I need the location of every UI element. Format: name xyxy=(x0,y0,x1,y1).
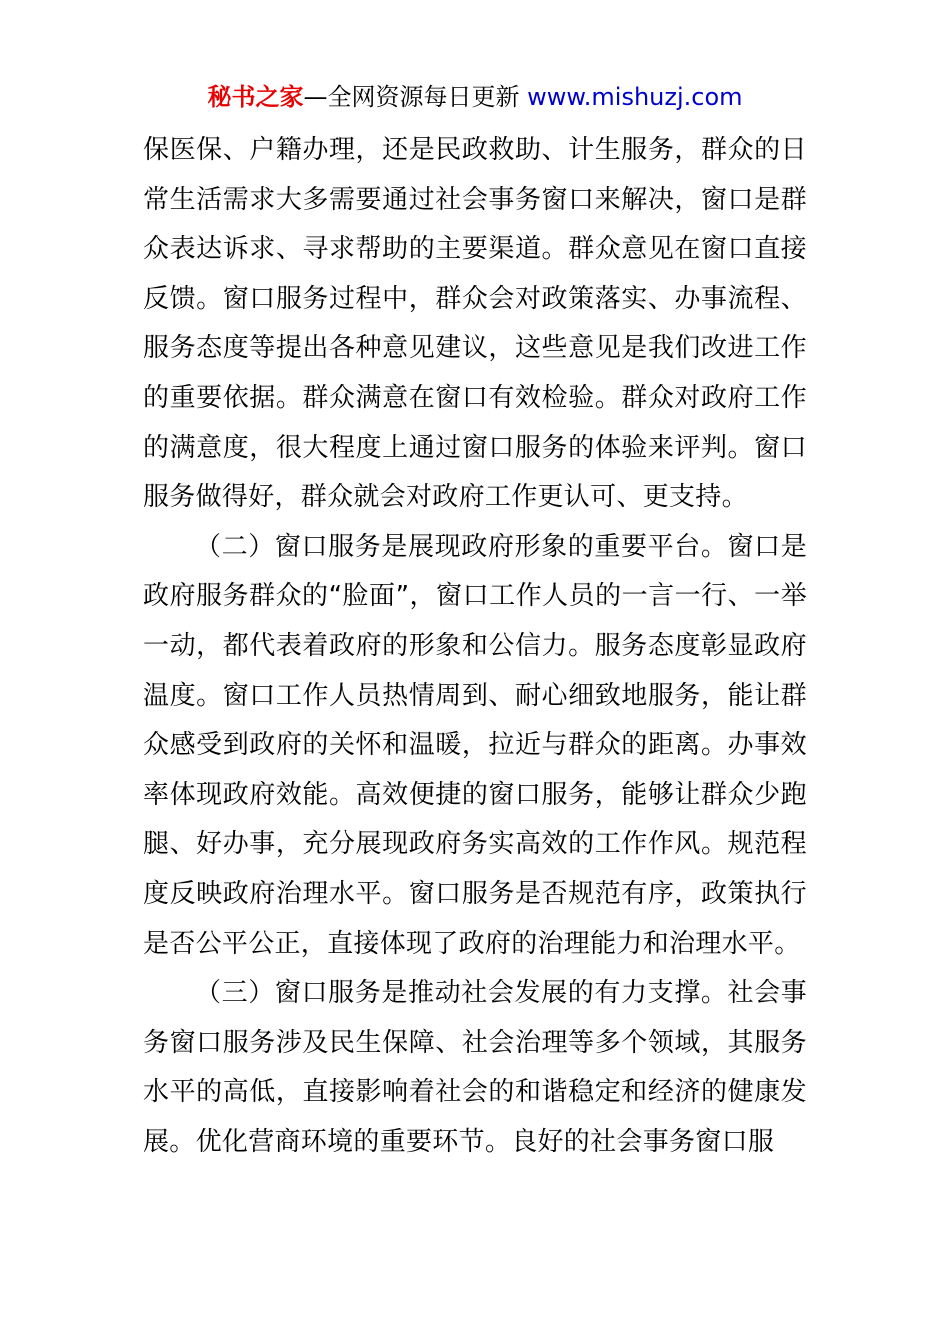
site-header xyxy=(0,80,950,114)
site-tagline: —全网资源每日更新 xyxy=(303,83,520,111)
document-body xyxy=(143,126,807,1167)
paragraph-3: （三）窗口服务是推动社会发展的有力支撑。社会事务窗口服务涉及民生保障、社会治理等多个领域，其服务水平的高低，直接影响着社会的和谐稳定和经济的健康发展。优化营商环境的重要环节。良好的社会事务窗口服 xyxy=(143,978,807,1157)
paragraph-1: 保医保、户籍办理，还是民政救助、计生服务，群众的日常生活需求大多需要通过社会事务窗口来解决，窗口是群众表达诉求、寻求帮助的主要渠道。群众意见在窗口直接反馈。窗口服务过程中，群众会对政策落实、办事流程、服务态度等提出各种意见建议，这些意见是我们改进工作的重要依据。群众满意在窗口有效检验。群众对政府工作的满意度，很大程度上通过窗口服务的体验来评判。窗口服务做得好，群众就会对政府工作更认可、更支持。 xyxy=(143,135,807,513)
site-url-link[interactable]: www.mishuzj.com xyxy=(527,83,743,111)
paragraph-2: （二）窗口服务是展现政府形象的重要平台。窗口是政府服务群众的“脸面”，窗口工作人员的一言一行、一举一动，都代表着政府的形象和公信力。服务态度彰显政府温度。窗口工作人员热情周到、耐心细致地服务，能让群众感受到政府的关怀和温暖，拉近与群众的距离。办事效率体现政府效能。高效便捷的窗口服务，能够让群众少跑腿、好办事，充分展现政府务实高效的工作作风。规范程度反映政府治理水平。窗口服务是否规范有序，政策执行是否公平公正，直接体现了政府的治理能力和治理水平。 xyxy=(143,531,807,959)
site-brand: 秘书之家 xyxy=(207,83,304,111)
